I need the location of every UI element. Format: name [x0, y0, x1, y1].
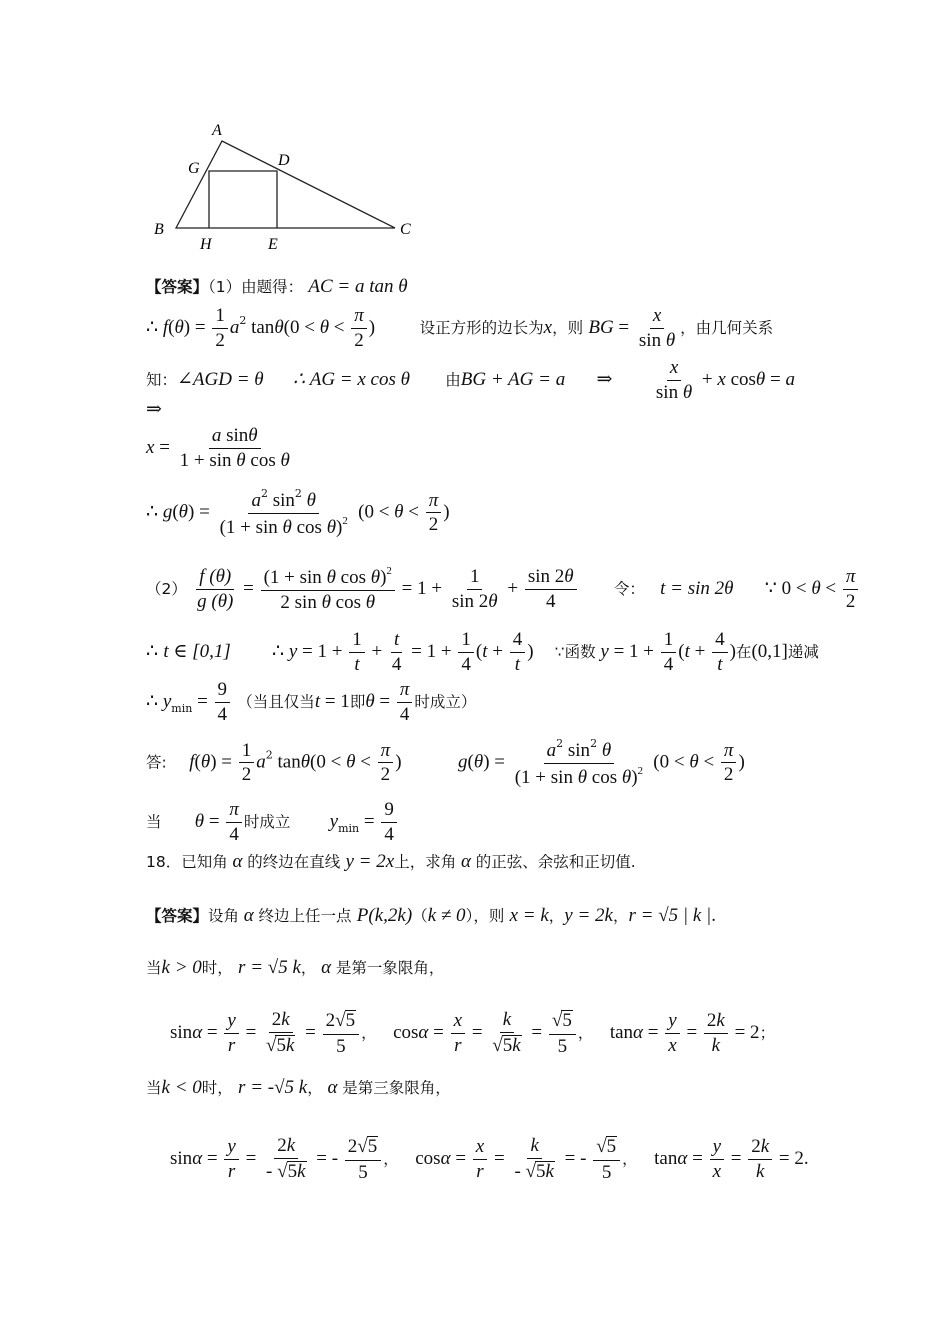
x-solution-line: x = $\frac{\text{a sinθ}}{\text{1 + sin θ cos θ}}$ — [146, 425, 290, 471]
label-A: A — [212, 122, 222, 139]
inscribed-square — [209, 171, 277, 228]
geometry-relation-line: 知：∠AGD = θ ∴ AG = x cos θ 由BG + AG = a ⇒ $\frac{x}{\text{sin θ}}$ + x cosθ = a — [146, 357, 795, 403]
case2-values-line: sinα = $\frac{y}{r}$ = $\frac{2k}{- √5k}$ = - $\frac{2√5}{5}$ ， cosα = $\frac{x}{r}$ = $\frac{k}{- √5k}$ = - $\frac{√5}{5}$ ， tanα = $\frac{y}{x}$ = $\frac{2k}{k}$ = 2. — [170, 1135, 809, 1183]
implies-line: ⇒ — [146, 399, 162, 420]
summary-answer-line: 答: f(θ) = $\frac{1}{2}$ $a^2$ tanθ(0 < θ < $\frac{\pi}{2}$ ) g(θ) = $\frac{a^2 \sin^2 \theta}{(1 + \sin \theta \cos \theta)^2}$ (0 < θ < $\frac{\pi}{2}$ ) — [146, 737, 745, 788]
label-G: G — [188, 160, 200, 177]
f-theta-line: ∴ f(θ) = $\frac{1}{2}$ $a^2$ tanθ(0 < θ < $\frac{\pi}{2}$ ) 设正方形的边长为x，则 BG = $\frac{x}{\text{sin θ}}$ ，由几何关系 — [146, 305, 774, 351]
part2-y-line: ∴ t ∈ [0,1] ∴ y = 1 + $\frac{1}{t}$ + $\frac{t}{4}$ = 1 + $\frac{1}{4}$ (t + $\frac{4}{t}$ ) ∵函数 y = 1 + $\frac{1}{4}$ (t + $\frac{4}{t}$ )在(0,1]递减 — [146, 629, 819, 675]
case2-line: 当k < 0时， r = -√5 k， α 是第三象限角， — [146, 1077, 451, 1098]
case1-line: 当k > 0时， r = √5 k， α 是第一象限角， — [146, 957, 445, 978]
summary-when-line: 当 θ = $\frac{\pi}{4}$ 时成立 $y_{min}$ = $\frac{9}{4}$ — [146, 800, 399, 845]
answer-1-header: 【答案】（1）由题得： AC = a tan θ — [146, 276, 408, 297]
label-B: B — [154, 221, 164, 238]
label-E: E — [268, 236, 278, 253]
g-theta-line: ∴ g(θ) = $\frac{a^2 \sin^2 \theta}{(1 + \sin \theta \cos \theta)^2}$ (0 < θ < $\frac{\pi}{2}$ ) — [146, 487, 450, 538]
part2-ymin-line: ∴ $y_{min}$ = $\frac{9}{4}$ （当且仅当t = 1即θ = $\frac{\pi}{4}$ 时成立） — [146, 679, 477, 725]
label-H: H — [200, 236, 212, 253]
triangle-figure — [148, 115, 428, 255]
label-C: C — [400, 221, 411, 238]
case1-values-line: sinα = $\frac{y}{r}$ = $\frac{2k}{√5k}$ = $\frac{2√5}{5}$ ， cosα = $\frac{x}{r}$ = $\frac{k}{√5k}$ = $\frac{√5}{5}$ ， tanα = $\frac{y}{x}$ = $\frac{2k}{k}$ = 2； — [170, 1009, 776, 1057]
part2-ratio-line: （2） $\frac{f (\theta)}{g (\theta)}$ = $\frac{(1 + \sin \theta \cos \theta)^2}{\text{2 sin θ cos θ}}$ = 1 + $\frac{1}{\sin 2\theta}$ + $\frac{\sin 2\theta}{4}$ 令： t = sin 2θ ∵ 0 < θ < $\frac{\pi}{2}$ — [146, 566, 860, 613]
question-18: 18．已知角 α 的终边在直线 y = 2x上，求角 α 的正弦、余弦和正切值. — [146, 851, 636, 872]
answer-18-line: 【答案】设角 α 终边上任一点 P(k,2k)（k ≠ 0），则 x = k，y = 2k，r = √5 | k |. — [146, 905, 717, 926]
label-D: D — [278, 152, 290, 169]
